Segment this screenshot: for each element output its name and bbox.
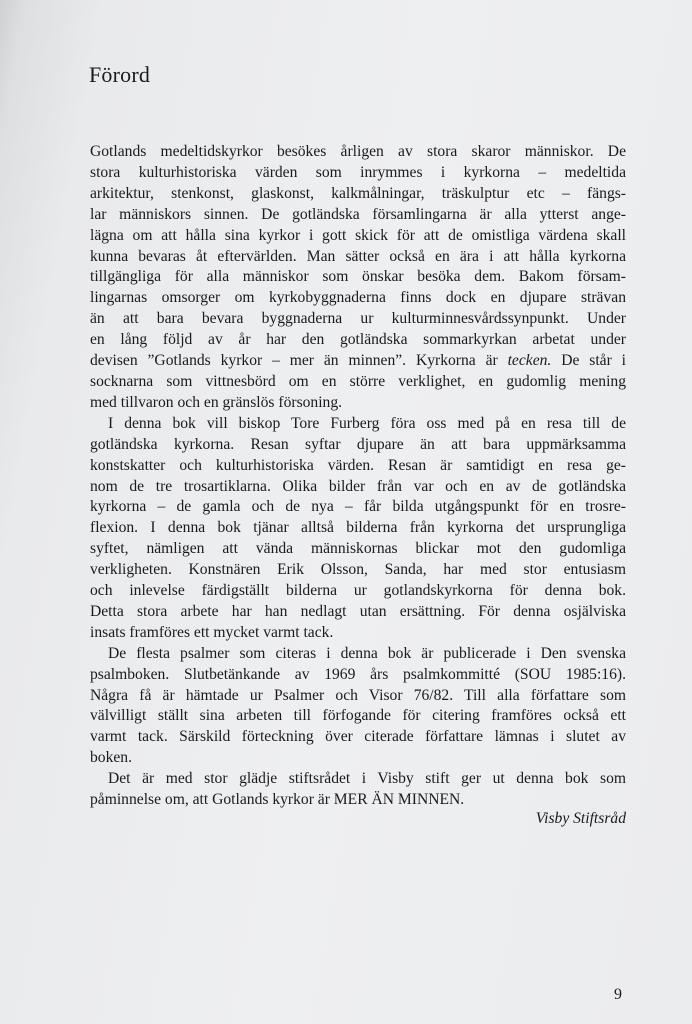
- text-line: nom de tre trosartiklarna. Olika bilder från var och en av de gotländska: [90, 477, 626, 495]
- paragraph-1: [90, 142, 626, 414]
- text-line: än att bara bevara byggnaderna ur kulturminnesvårdssynpunkt. Under: [90, 310, 626, 328]
- text-line: och inlevelse färdigställt bilderna ur gotlandskyrkorna för denna bok.: [90, 582, 626, 600]
- text-line: De flesta psalmer som citeras i denna bok är publicerade i Den svenska: [108, 644, 626, 662]
- text-line: konstskatter och kulturhistoriska värden. Resan är samtidigt en resa ge-: [90, 456, 626, 474]
- preface-body: [90, 142, 626, 811]
- text-line: lar människors sinnen. De gotländska församlingarna är alla ytterst ange-: [90, 205, 626, 223]
- text-line: en lång följd av år har den gotländska sommarkyrkan arbetat under: [90, 331, 626, 349]
- page-title: Förord: [89, 62, 151, 87]
- text-line: insats framföres ett mycket varmt tack.: [90, 623, 334, 641]
- signature: Visby Stiftsråd: [535, 810, 626, 827]
- text-line: Detta stora arbete har han nedlagt utan ersättning. För denna osjälviska: [90, 602, 626, 620]
- text-line: verkligheten. Konstnären Erik Olsson, Sanda, har med stor entusiasm: [90, 561, 626, 579]
- text-line: med tillvaron och en gränslös försoning.: [90, 393, 343, 411]
- text-line: tillgängliga för alla människor som önskar besöka dem. Bakom försam-: [90, 268, 626, 286]
- text-line: varmt tack. Särskild förteckning över citerade författare lämnas i slutet av: [90, 728, 626, 746]
- page-number: 9: [614, 986, 622, 1003]
- text-line: kunna bevaras åt eftervärlden. Man sätter också en ära i att hålla kyrkorna: [90, 247, 626, 265]
- text-line: påminnelse om, att Gotlands kyrkor är MER ÄN MINNEN.: [90, 791, 465, 809]
- text-line: devisen ”Gotlands kyrkor – mer än minnen”. Kyrkorna är tecken. De står i: [90, 352, 626, 370]
- text-line: välvilligt ställt sina arbeten till förfogande för citering framföres också ett: [90, 707, 626, 725]
- text-line: Gotlands medeltidskyrkor besökes årligen av stora skaror människor. De: [90, 143, 626, 160]
- text-line: I denna bok vill biskop Tore Furberg föra oss med på en resa till de: [108, 414, 626, 432]
- paragraph-4: [90, 769, 626, 811]
- text-line: flexion. I denna bok tjänar alltså bilderna från kyrkorna det ursprungliga: [90, 519, 626, 537]
- text-line: stora kulturhistoriska värden som inrymmes i kyrkorna – medeltida: [90, 163, 626, 181]
- text-line: lingarnas omsorger om kyrkobyggnaderna finns dock en djupare strävan: [90, 289, 626, 307]
- text-line: syftet, nämligen att vända människornas blickar mot den gudomliga: [90, 540, 626, 558]
- text-line: Det är med stor glädje stiftsrådet i Visby stift ger ut denna bok som: [108, 770, 626, 788]
- text-line: Några få är hämtade ur Psalmer och Visor 76/82. Till alla författare som: [90, 686, 626, 704]
- paragraph-3: [90, 644, 626, 769]
- paragraph-2: [90, 414, 626, 644]
- text-line: lägna om att hålla sina kyrkor i gott skick för att de omistliga värdena skall: [90, 226, 626, 244]
- text-line: arkitektur, stenkonst, glaskonst, kalkmålningar, träskulptur etc – fängs-: [90, 184, 626, 202]
- text-line: psalmboken. Slutbetänkande av 1969 års psalmkommitté (SOU 1985:16).: [90, 665, 626, 683]
- text-line: kyrkorna – de gamla och de nya – får bilda utgångspunkt för en trosre-: [90, 498, 626, 516]
- text-line: boken.: [90, 749, 133, 767]
- text-line: socknarna som vittnesbörd om en större verklighet, en gudomlig mening: [90, 372, 626, 390]
- text-line: gotländska kyrkorna. Resan syftar djupare än att bara uppmärksamma: [90, 435, 626, 453]
